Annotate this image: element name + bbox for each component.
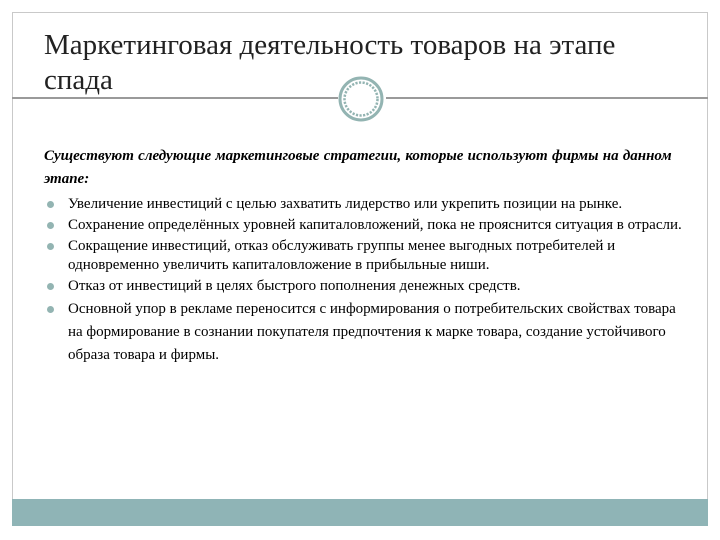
slide-title: Маркетинговая деятельность товаров на этапе спада — [44, 29, 616, 96]
strategy-list — [44, 195, 694, 367]
list-item — [44, 216, 694, 235]
bullet-icon — [47, 243, 54, 250]
footer-bar — [12, 499, 708, 526]
bullet-icon — [47, 306, 54, 313]
circle-ornament-icon — [337, 75, 385, 123]
bullet-icon — [47, 201, 54, 208]
list-item — [44, 298, 694, 367]
list-item — [44, 237, 694, 275]
list-item-text: Отказ от инвестиций в целях быстрого пополнения денежных средств. — [68, 278, 521, 294]
list-item — [44, 195, 694, 214]
intro-text: Существуют следующие маркетинговые стратегии, которые используют фирмы на данном этапе: — [44, 148, 672, 187]
list-item-text: Сокращение инвестиций, отказ обслуживать группы менее выгодных потребителей и одновременно увеличить капиталовложение в прибыльные ниши. — [68, 238, 616, 273]
list-item-text: Сохранение определённых уровней капиталовложений, пока не прояснится ситуация в отрасли. — [68, 217, 682, 233]
bullet-icon — [47, 283, 54, 290]
title-divider-left — [12, 97, 338, 99]
list-item-text: Основной упор в рекламе переносится с информирования о потребительских свойствах товара на формирование в сознании покупателя предпочтения к марке товара, создание устойчивого образа товара и фирмы. — [68, 301, 676, 363]
list-item — [44, 277, 694, 296]
bullet-icon — [47, 222, 54, 229]
list-item-text: Увеличение инвестиций с целью захватить лидерство или укрепить позиции на рынке. — [68, 196, 623, 212]
title-divider-right — [386, 97, 708, 99]
slide-body — [44, 145, 694, 369]
